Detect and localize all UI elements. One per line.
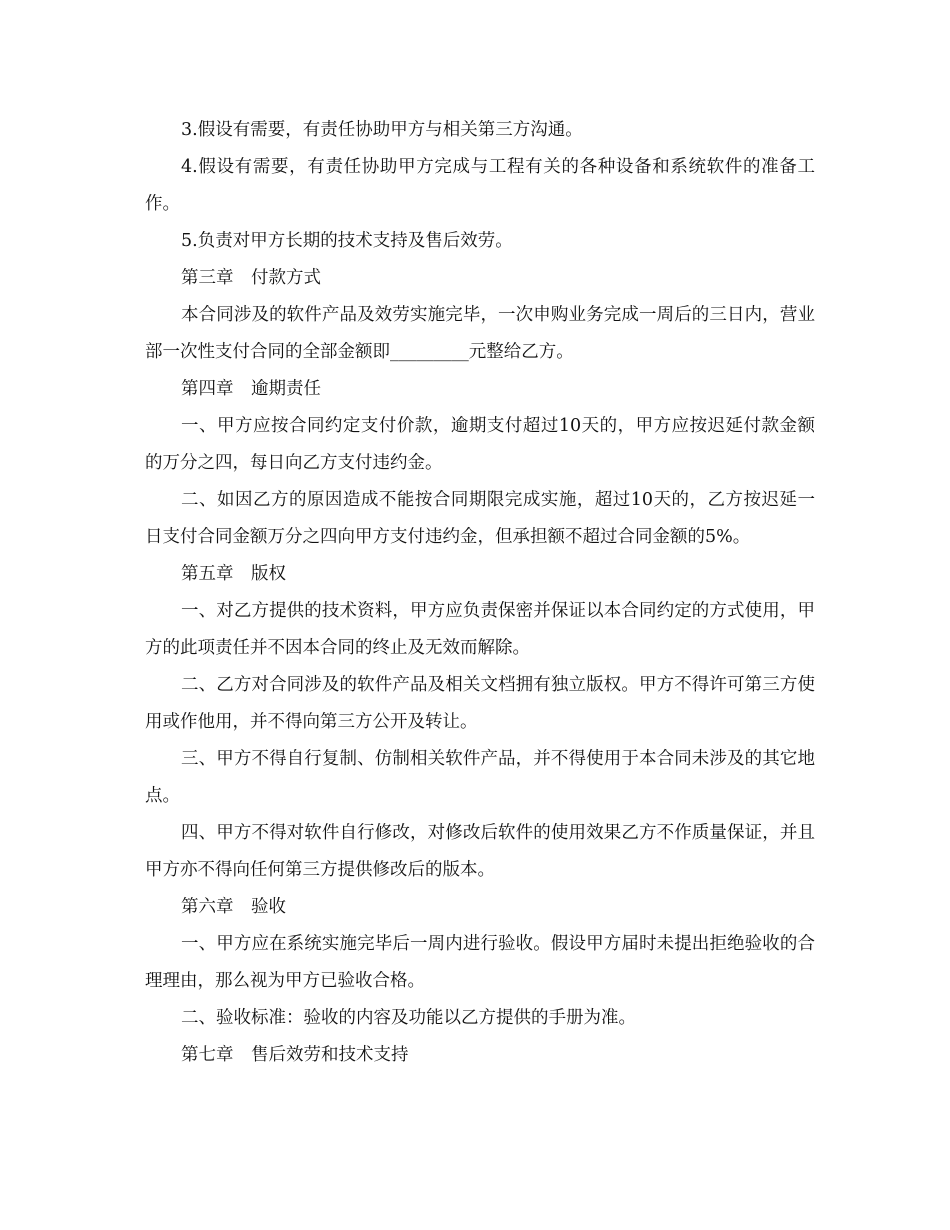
copyright-clause-1: 一、对乙方提供的技术资料，甲方应负责保密并保证以本合同约定的方式使用，甲方的此项责任并不因本合同的终止及无效而解除。 (145, 601, 815, 658)
copyright-clause-2: 二、乙方对合同涉及的软件产品及相关文档拥有独立版权。甲方不得许可第三方使用或作他用，并不得向第三方公开及转让。 (145, 675, 815, 732)
clause-3-third-party-communication: 3.假设有需要，有责任协助甲方与相关第三方沟通。 (181, 120, 583, 140)
late-delivery-party-b: 二、如因乙方的原因造成不能按合同期限完成实施，超过10天的，乙方按迟延一日支付合同金额万分之四向甲方支付违约金，但承担额不超过合同金额的5%。 (145, 490, 815, 547)
chapter-7-heading: 第七章 售后效劳和技术支持 (181, 1045, 409, 1065)
chapter-4-heading: 第四章 逾期责任 (181, 379, 321, 399)
acceptance-clause-1: 一、甲方应在系统实施完毕后一周内进行验收。假设甲方届时未提出拒绝验收的合理理由，那么视为甲方已验收合格。 (145, 934, 815, 991)
chapter-6-heading: 第六章 验收 (181, 897, 286, 917)
clause-4-equipment-preparation: 4.假设有需要，有责任协助甲方完成与工程有关的各种设备和系统软件的准备工作。 (145, 157, 815, 214)
chapter-3-heading: 第三章 付款方式 (181, 268, 321, 288)
document-body (145, 112, 815, 1074)
copyright-clause-3: 三、甲方不得自行复制、仿制相关软件产品，并不得使用于本合同未涉及的其它地点。 (145, 749, 815, 806)
late-payment-party-a: 一、甲方应按合同约定支付价款，逾期支付超过10天的，甲方应按迟延付款金额的万分之四，每日向乙方支付违约金。 (145, 416, 815, 473)
chapter-5-heading: 第五章 版权 (181, 564, 286, 584)
copyright-clause-4: 四、甲方不得对软件自行修改，对修改后软件的使用效果乙方不作质量保证，并且甲方亦不得向任何第三方提供修改后的版本。 (145, 823, 815, 880)
acceptance-clause-2: 二、验收标准：验收的内容及功能以乙方提供的手册为准。 (181, 1008, 636, 1028)
clause-5-long-term-support: 5.负责对甲方长期的技术支持及售后效劳。 (181, 231, 513, 251)
payment-terms-paragraph: 本合同涉及的软件产品及效劳实施完毕，一次申购业务完成一周后的三日内，营业部一次性支付合同的全部金额即_________元整给乙方。 (145, 305, 815, 362)
